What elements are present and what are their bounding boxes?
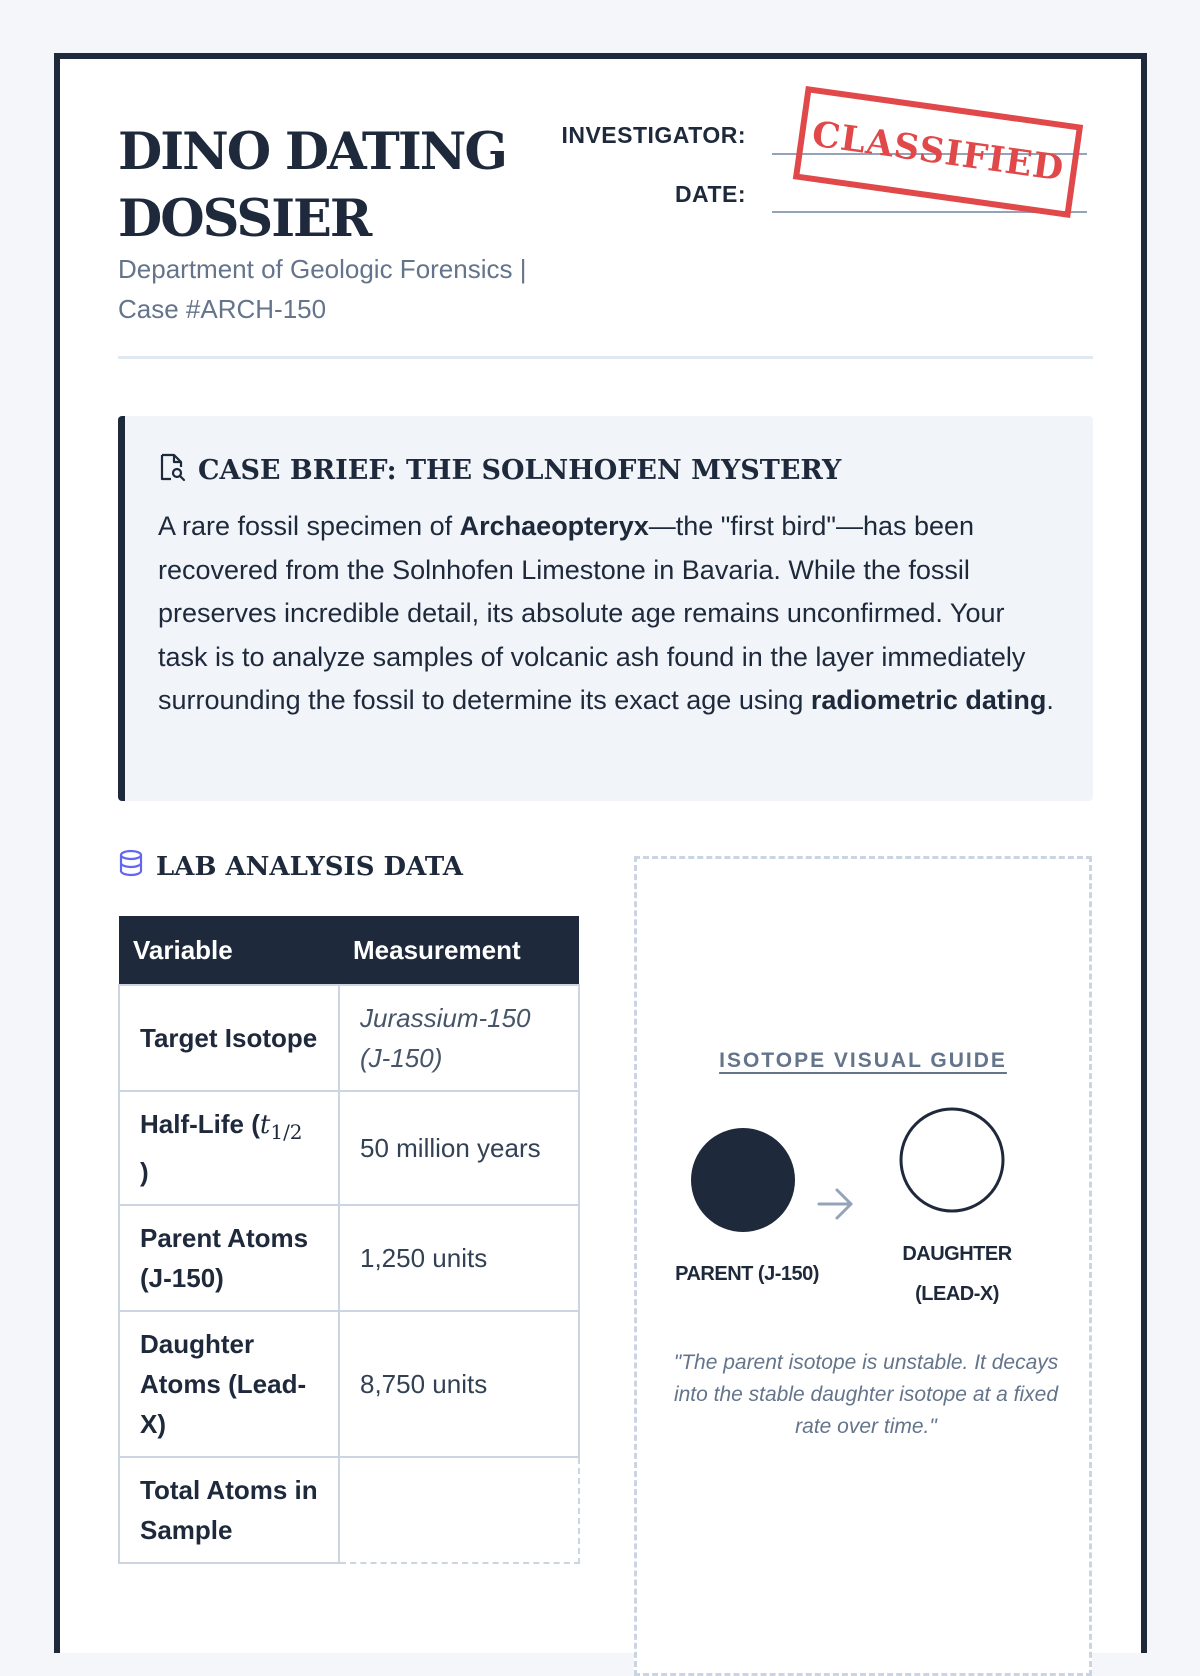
isotope-visual-guide <box>634 856 1092 1676</box>
header-divider <box>118 356 1093 359</box>
variable-cell: Total Atoms in Sample <box>119 1457 339 1563</box>
table-row <box>119 1205 579 1311</box>
date-label: DATE: <box>674 181 746 207</box>
page-subtitle: Department of Geologic Forensics | Case #ARCH-150 <box>118 254 527 324</box>
measurement-cell: Jurassium-150 (J-150) <box>339 985 579 1091</box>
guide-title: ISOTOPE VISUAL GUIDE <box>719 1049 1007 1072</box>
measurement-cell: 8,750 units <box>339 1311 579 1457</box>
daughter-atom-icon <box>901 1109 1003 1211</box>
variable-cell: Half-Life ($t_{1/2}$ ) <box>119 1091 339 1205</box>
variable-cell: Target Isotope <box>119 985 339 1091</box>
variable-cell: Daughter Atoms (Lead-X) <box>119 1311 339 1457</box>
decay-diagram <box>687 1104 1017 1234</box>
method-name: radiometric dating <box>810 685 1047 715</box>
lab-heading: LAB ANALYSIS DATA <box>118 849 463 884</box>
investigator-label: INVESTIGATOR: <box>561 122 746 148</box>
dossier-sheet <box>54 53 1147 1653</box>
table-row <box>119 1311 579 1457</box>
page-title: DINO DATING DOSSIER <box>118 122 506 249</box>
parent-atom-icon <box>691 1128 795 1232</box>
guide-quote: "The parent isotope is unstable. It decays into the stable daughter isotope at a fixed rate over time." <box>673 1351 1059 1438</box>
parent-label: PARENT (J-150) <box>675 1263 819 1285</box>
variable-cell: Parent Atoms (J-150) <box>119 1205 339 1311</box>
measurement-cell: 50 million years <box>339 1091 579 1205</box>
daughter-label: DAUGHTER (LEAD-X) <box>902 1243 1012 1305</box>
column-header-variable: Variable <box>119 916 339 985</box>
lab-data-table <box>118 916 580 1564</box>
specimen-name: Archaeopteryx <box>459 511 649 541</box>
database-icon <box>118 849 144 884</box>
column-header-measurement: Measurement <box>339 916 579 985</box>
total-atoms-answer-field[interactable] <box>339 1457 579 1563</box>
table-row <box>119 1091 579 1205</box>
measurement-cell: 1,250 units <box>339 1205 579 1311</box>
table-row <box>119 1457 579 1563</box>
brief-text: A rare fossil specimen of Archaeopteryx—the "first bird"—has been recovered from the Solnhofen Limestone in Bavaria. While the fossil preserves incredible detail, its absolute age remains unconfirmed. Your task is to analyze samples of volcanic ash found in the layer immediately surrounding the fossil to determine its exact age using radiometric dating. <box>158 511 1054 715</box>
case-brief <box>118 416 1093 801</box>
table-row <box>119 985 579 1091</box>
brief-heading: CASE BRIEF: THE SOLNHOFEN MYSTERY <box>198 455 842 486</box>
classified-stamp: CLASSIFIED <box>793 86 1083 218</box>
table-header-row <box>119 916 579 985</box>
file-search-icon <box>158 452 186 489</box>
